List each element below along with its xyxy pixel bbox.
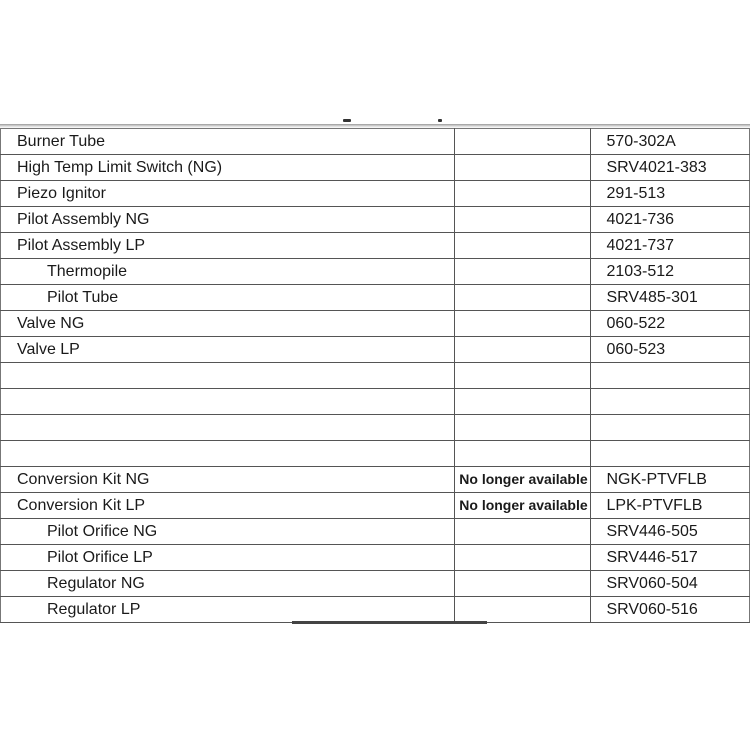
table-row [1,129,750,155]
table-row [1,415,750,441]
part-number: SRV485-301 [591,285,750,311]
part-description [1,363,455,389]
availability-note [455,415,591,441]
availability-note [455,545,591,571]
part-description: High Temp Limit Switch (NG) [1,155,455,181]
table-row [1,389,750,415]
table-row [1,155,750,181]
part-number [591,389,750,415]
table-row [1,181,750,207]
availability-note [455,155,591,181]
table-row [1,285,750,311]
part-number: NGK-PTVFLB [591,467,750,493]
table-row [1,545,750,571]
table-row [1,441,750,467]
part-number: 4021-737 [591,233,750,259]
part-description: Valve LP [1,337,455,363]
part-description: Pilot Tube [1,285,455,311]
availability-note [455,363,591,389]
cropped-text-fragment [343,119,351,122]
part-number [591,363,750,389]
cropped-bottom-edge [292,621,487,624]
parts-table [0,128,750,623]
part-number: SRV446-505 [591,519,750,545]
part-number [591,415,750,441]
availability-note [455,337,591,363]
availability-note: No longer available [455,493,591,519]
table-row [1,467,750,493]
part-description: Regulator NG [1,571,455,597]
part-description: Regulator LP [1,597,455,623]
availability-note [455,181,591,207]
cropped-text-fragment [438,119,442,122]
table-row [1,519,750,545]
availability-note [455,259,591,285]
part-description: Burner Tube [1,129,455,155]
availability-note [455,311,591,337]
part-description: Conversion Kit LP [1,493,455,519]
availability-note [455,233,591,259]
part-number: LPK-PTVFLB [591,493,750,519]
part-description: Valve NG [1,311,455,337]
table-row [1,363,750,389]
part-description: Pilot Assembly NG [1,207,455,233]
availability-note [455,285,591,311]
table-row [1,571,750,597]
table-row [1,597,750,623]
part-description: Pilot Assembly LP [1,233,455,259]
part-number: 570-302A [591,129,750,155]
part-number: 4021-736 [591,207,750,233]
availability-note [455,207,591,233]
part-number: SRV4021-383 [591,155,750,181]
part-number [591,441,750,467]
table-row [1,207,750,233]
part-description: Thermopile [1,259,455,285]
part-number: SRV446-517 [591,545,750,571]
part-description [1,389,455,415]
availability-note [455,597,591,623]
availability-note: No longer available [455,467,591,493]
part-description: Piezo Ignitor [1,181,455,207]
part-number: 060-523 [591,337,750,363]
table-row [1,493,750,519]
part-description [1,441,455,467]
table-row [1,233,750,259]
part-number: 291-513 [591,181,750,207]
availability-note [455,129,591,155]
table-row [1,337,750,363]
part-number: 2103-512 [591,259,750,285]
availability-note [455,441,591,467]
part-description: Pilot Orifice LP [1,545,455,571]
availability-note [455,389,591,415]
part-description [1,415,455,441]
part-description: Conversion Kit NG [1,467,455,493]
part-number: SRV060-516 [591,597,750,623]
availability-note [455,519,591,545]
availability-note [455,571,591,597]
part-description: Pilot Orifice NG [1,519,455,545]
part-number: SRV060-504 [591,571,750,597]
table-row [1,259,750,285]
part-number: 060-522 [591,311,750,337]
table-row [1,311,750,337]
